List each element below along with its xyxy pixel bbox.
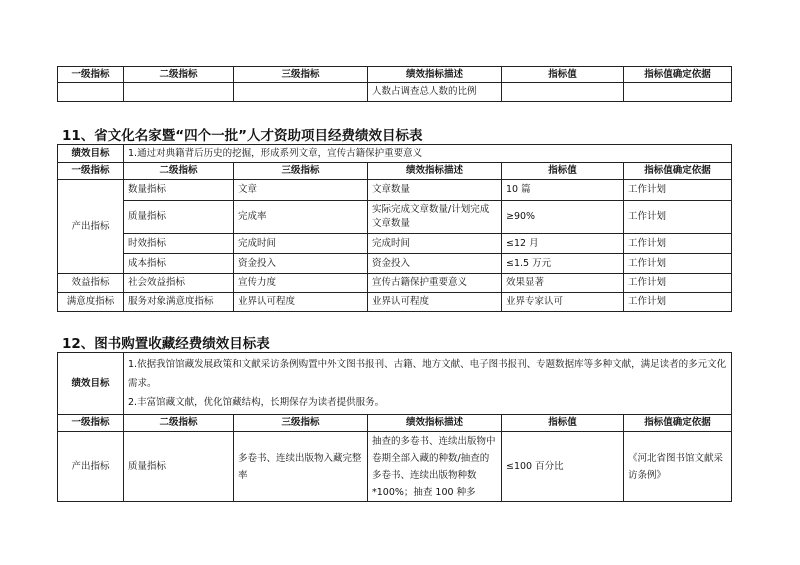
cell-basis: 工作计划: [624, 234, 732, 254]
cell-basis: [624, 83, 732, 102]
cell-description: 抽查的多卷书、连续出版物中卷期全部入藏的种数/抽查的多卷书、连续出版物种数*100%；抽查 100 种多: [368, 432, 502, 502]
goal-text: 1.通过对典籍背后历史的挖掘，形成系列文章，宣传古籍保护重要意义: [124, 145, 732, 163]
header-level2: 二级指标: [124, 163, 234, 180]
header-basis: 指标值确定依据: [624, 163, 732, 180]
section-11-title: 11、省文化名家暨“四个一批”人才资助项目经费绩效目标表: [62, 128, 423, 144]
cell-value: 效果显著: [502, 274, 624, 293]
cell-level3: [234, 83, 368, 102]
cell-level2: 社会效益指标: [124, 274, 234, 293]
table-header-row: [58, 163, 732, 180]
header-description: 绩效指标描述: [368, 163, 502, 180]
header-level3: 三级指标: [234, 163, 368, 180]
header-level2: 二级指标: [124, 67, 234, 83]
header-basis: 指标值确定依据: [624, 415, 732, 432]
header-level2: 二级指标: [124, 415, 234, 432]
header-value: 指标值: [502, 67, 624, 83]
cell-level2: 时效指标: [124, 234, 234, 254]
header-level1: 一级指标: [58, 163, 124, 180]
cell-level2: 服务对象满意度指标: [124, 293, 234, 312]
table-section-12: [57, 352, 732, 502]
table-row: [58, 234, 732, 254]
cell-level3: 文章: [234, 180, 368, 201]
cell-level1: 满意度指标: [58, 293, 124, 312]
header-level1: 一级指标: [58, 67, 124, 83]
cell-description: 资金投入: [368, 254, 502, 274]
header-description: 绩效指标描述: [368, 415, 502, 432]
cell-value: ≤1.5 万元: [502, 254, 624, 274]
cell-level2: 质量指标: [124, 201, 234, 234]
cell-basis: 工作计划: [624, 201, 732, 234]
goal-row: [58, 353, 732, 415]
cell-level3: 业界认可程度: [234, 293, 368, 312]
goal-label: 绩效目标: [58, 145, 124, 163]
cell-basis: 工作计划: [624, 293, 732, 312]
table-row: [58, 83, 732, 102]
header-value: 指标值: [502, 163, 624, 180]
header-level3: 三级指标: [234, 415, 368, 432]
table-top: [57, 66, 732, 102]
table-header-row: [58, 67, 732, 83]
table-row: [58, 254, 732, 274]
table-section-11: [57, 144, 732, 312]
cell-level1: 效益指标: [58, 274, 124, 293]
table-row: [58, 293, 732, 312]
goal-row: [58, 145, 732, 163]
table-row: [58, 201, 732, 234]
header-description: 绩效指标描述: [368, 67, 502, 83]
header-level3: 三级指标: [234, 67, 368, 83]
cell-output-label: 产出指标: [58, 180, 124, 274]
cell-level1: 产出指标: [58, 432, 124, 502]
cell-basis: 工作计划: [624, 274, 732, 293]
cell-description: 宣传古籍保护重要意义: [368, 274, 502, 293]
cell-value: ≤100 百分比: [502, 432, 624, 502]
cell-description: 实际完成文章数量/计划完成文章数量: [368, 201, 502, 234]
cell-level2: 成本指标: [124, 254, 234, 274]
table-row: [58, 274, 732, 293]
goal-line-2: 2.丰富馆藏文献，优化馆藏结构，长期保存为读者提供服务。: [128, 397, 385, 408]
header-value: 指标值: [502, 415, 624, 432]
cell-level3: 多卷书、连续出版物入藏完整率: [234, 432, 368, 502]
cell-level3: 完成时间: [234, 234, 368, 254]
cell-description: 人数占调查总人数的比例: [368, 83, 502, 102]
cell-level2: 质量指标: [124, 432, 234, 502]
cell-value: 业界专家认可: [502, 293, 624, 312]
cell-level2: 数量指标: [124, 180, 234, 201]
goal-line-1: 1.依据我馆馆藏发展政策和文献采访条例购置中外文图书报刊、古籍、地方文献、电子图书报刊、专题数据库等多种文献，满足读者的多元文化需求。: [128, 359, 727, 389]
cell-value: 10 篇: [502, 180, 624, 201]
table-header-row: [58, 415, 732, 432]
goal-text: [124, 353, 732, 415]
cell-description: 文章数量: [368, 180, 502, 201]
cell-basis: 工作计划: [624, 254, 732, 274]
cell-basis: 《河北省图书馆文献采访条例》: [624, 432, 732, 502]
header-basis: 指标值确定依据: [624, 67, 732, 83]
goal-label: 绩效目标: [58, 353, 124, 415]
header-level1: 一级指标: [58, 415, 124, 432]
cell-level3: 资金投入: [234, 254, 368, 274]
cell-level1: [58, 83, 124, 102]
cell-level2: [124, 83, 234, 102]
table-row: [58, 180, 732, 201]
section-12-title: 12、图书购置收藏经费绩效目标表: [62, 336, 270, 352]
cell-level3: 宣传力度: [234, 274, 368, 293]
cell-value: [502, 83, 624, 102]
cell-basis: 工作计划: [624, 180, 732, 201]
table-row: [58, 432, 732, 502]
cell-value: ≥90%: [502, 201, 624, 234]
cell-level3: 完成率: [234, 201, 368, 234]
cell-description: 业界认可程度: [368, 293, 502, 312]
cell-description: 完成时间: [368, 234, 502, 254]
cell-value: ≤12 月: [502, 234, 624, 254]
